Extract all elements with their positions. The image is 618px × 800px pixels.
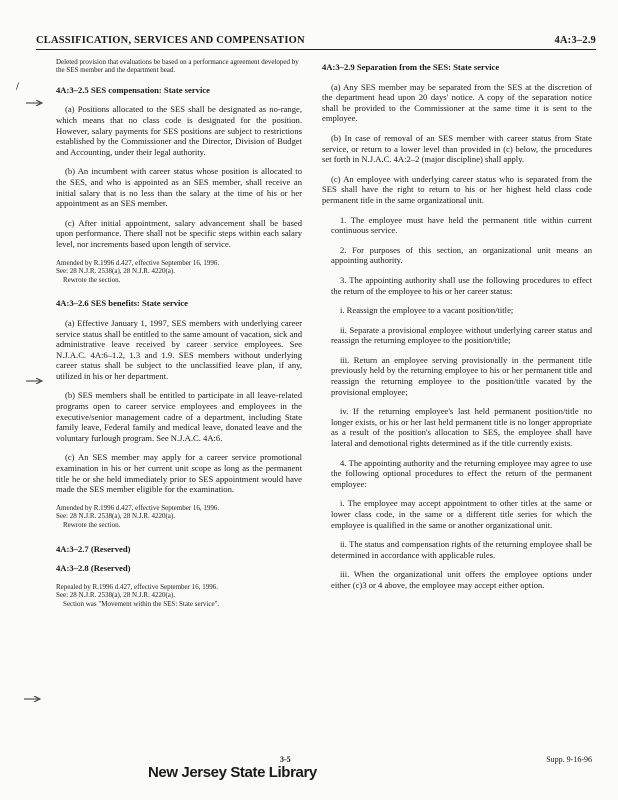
running-header (36, 33, 596, 50)
paragraph: 1. The employee must have held the permanent title within current continuous service. (331, 214, 592, 236)
section-heading-2-6: 4A:3–2.6 SES benefits: State service (56, 298, 188, 309)
paragraph: 2. For purposes of this section, an organizational unit means an appointing authority. (331, 244, 592, 266)
repeal-note: Repealed by R.1996 d.427, effective September 16, 1996. See: 28 N.J.R. 2538(a), 28 N.J.R. 4220(a). Section was "Movement within the SES: State service". (56, 582, 220, 608)
library-stamp: New Jersey State Library (148, 764, 317, 781)
section-heading-2-8: 4A:3–2.8 (Reserved) (56, 563, 131, 574)
paragraph: (b) SES members shall be entitled to participate in all leave-related programs open to career service employees and employees in the executive/senior management cadre of a department, including State family leave, Federal family and medical leave, donated leave and the voluntary furlough program. See N.J.A.C. 4A:6. (56, 390, 302, 443)
paragraph: 3. The appointing authority shall use the following procedures to effect the return of the employee to his or her career status: (331, 274, 592, 296)
chapter-title: CLASSIFICATION, SERVICES AND COMPENSATION (36, 35, 305, 46)
paragraph: (a) Any SES member may be separated from the SES at the discretion of the department head upon 20 days' notice. A copy of the separation notice shall be provided to the Commissioner at the same time it is sent to the employee. (322, 81, 592, 124)
paragraph: (c) An SES member may apply for a career service promotional examination in his or her current unit scope as long as the permanent title he or she held immediately prior to SES appointment would have made the SES member eligible for the examination. (56, 452, 302, 495)
paragraph: (c) After initial appointment, salary advancement shall be based upon performance. There shall not be specific steps within each salary level, nor increments based upon length of service. (56, 217, 302, 249)
margin-arrow-mark (26, 100, 40, 103)
paragraph: (c) An employee with underlying career status who is separated from the SES shall have the right to return to his or her highest held class code permanent title in the same organizational unit. (322, 173, 592, 205)
paragraph: i. The employee may accept appointment to other titles at the same or lower class code, in the same or a different title series for which the employee is qualified in the same or another organizational unit. (331, 498, 592, 530)
paragraph: (a) Positions allocated to the SES shall be designated as no-range, which means that no class code is designated for the position. However, salary payments for SES positions are subject to restrictions established by the Commissioner and the Director, Division of Budget and Accounting, under their legal authority. (56, 104, 302, 157)
section-heading-2-9: 4A:3–2.9 Separation from the SES: State service (322, 62, 500, 72)
paragraph: (a) Effective January 1, 1997, SES members with underlying career service status shall be entitled to the same amount of vacation, sick and administrative leave received by career service employees. See N.J.A.C. 4A:6–1.2, 1.3 and 1.9. SES members without underlying career status shall be subject to the unclassified leave plan, if any, utilized in his or her department. (56, 317, 302, 381)
paragraph: i. Reassign the employee to a vacant position/title; (340, 305, 514, 316)
page-number: 3-5 (280, 755, 291, 764)
paragraph: ii. Separate a provisional employee without underlying career status and reassign the returning employee to the position/title; (331, 324, 592, 346)
margin-arrow-mark (26, 378, 40, 381)
paragraph: iii. Return an employee serving provisionally in the permanent title previously held by the returning employee to his or her permanent title and reassign the returning employee to the position/title vacated by the provisional employee; (331, 354, 592, 397)
paragraph: iv. If the returning employee's last held permanent position/title no longer exists, or his or her last held permanent title is no longer appropriate as a result of the position's allocation to SES, the employee shall have lateral and demotional rights determined as if the title currently exists. (331, 406, 592, 449)
paragraph: iii. When the organizational unit offers the employee options under either (c)3 or 4 above, the employee may accept either option. (331, 569, 592, 590)
section-range: 4A:3–2.9 (554, 35, 596, 46)
section-heading-2-5: 4A:3–2.5 SES compensation: State service (56, 84, 210, 95)
right-column (322, 58, 592, 600)
paragraph: (b) In case of removal of an SES member with career status from State service, or return to a lower level than provided in (c) below, the procedures set forth in N.J.A.C. 4A:2–2 (major discipline) shall apply. (322, 132, 592, 165)
margin-arrow-mark (24, 696, 38, 699)
paragraph: ii. The status and compensation rights of the returning employee shall be determined in accordance with applicable rules. (331, 539, 592, 560)
intro-note: Deleted provision that evaluations be based on a performance agreement developed by the SES member and the department head. (56, 58, 299, 75)
amendment-note: Amended by R.1996 d.427, effective September 16, 1996. See: 28 N.J.R. 2538(a), 28 N.J.R. 4220(a). Rewrote the section. (56, 503, 220, 529)
left-column (56, 58, 302, 623)
supplement-date: Supp. 9-16-96 (546, 755, 592, 764)
amendment-note: Amended by R.1996 d.427, effective September 16, 1996. See: 28 N.J.R. 2538(a), 28 N.J.R. 4220(a). Rewrote the section. (56, 258, 220, 284)
paragraph: 4. The appointing authority and the returning employee may agree to use the following optional procedures to effect the return of the permanent employee: (331, 457, 592, 489)
margin-slash-mark: / (16, 82, 20, 92)
section-heading-2-7: 4A:3–2.7 (Reserved) (56, 543, 131, 554)
paragraph: (b) An incumbent with career status whose position is allocated to the SES, and who is appointed as an SES member, shall receive an initial salary that is no less than the salary at the time of his or her appointment as an SES member. (56, 166, 302, 209)
